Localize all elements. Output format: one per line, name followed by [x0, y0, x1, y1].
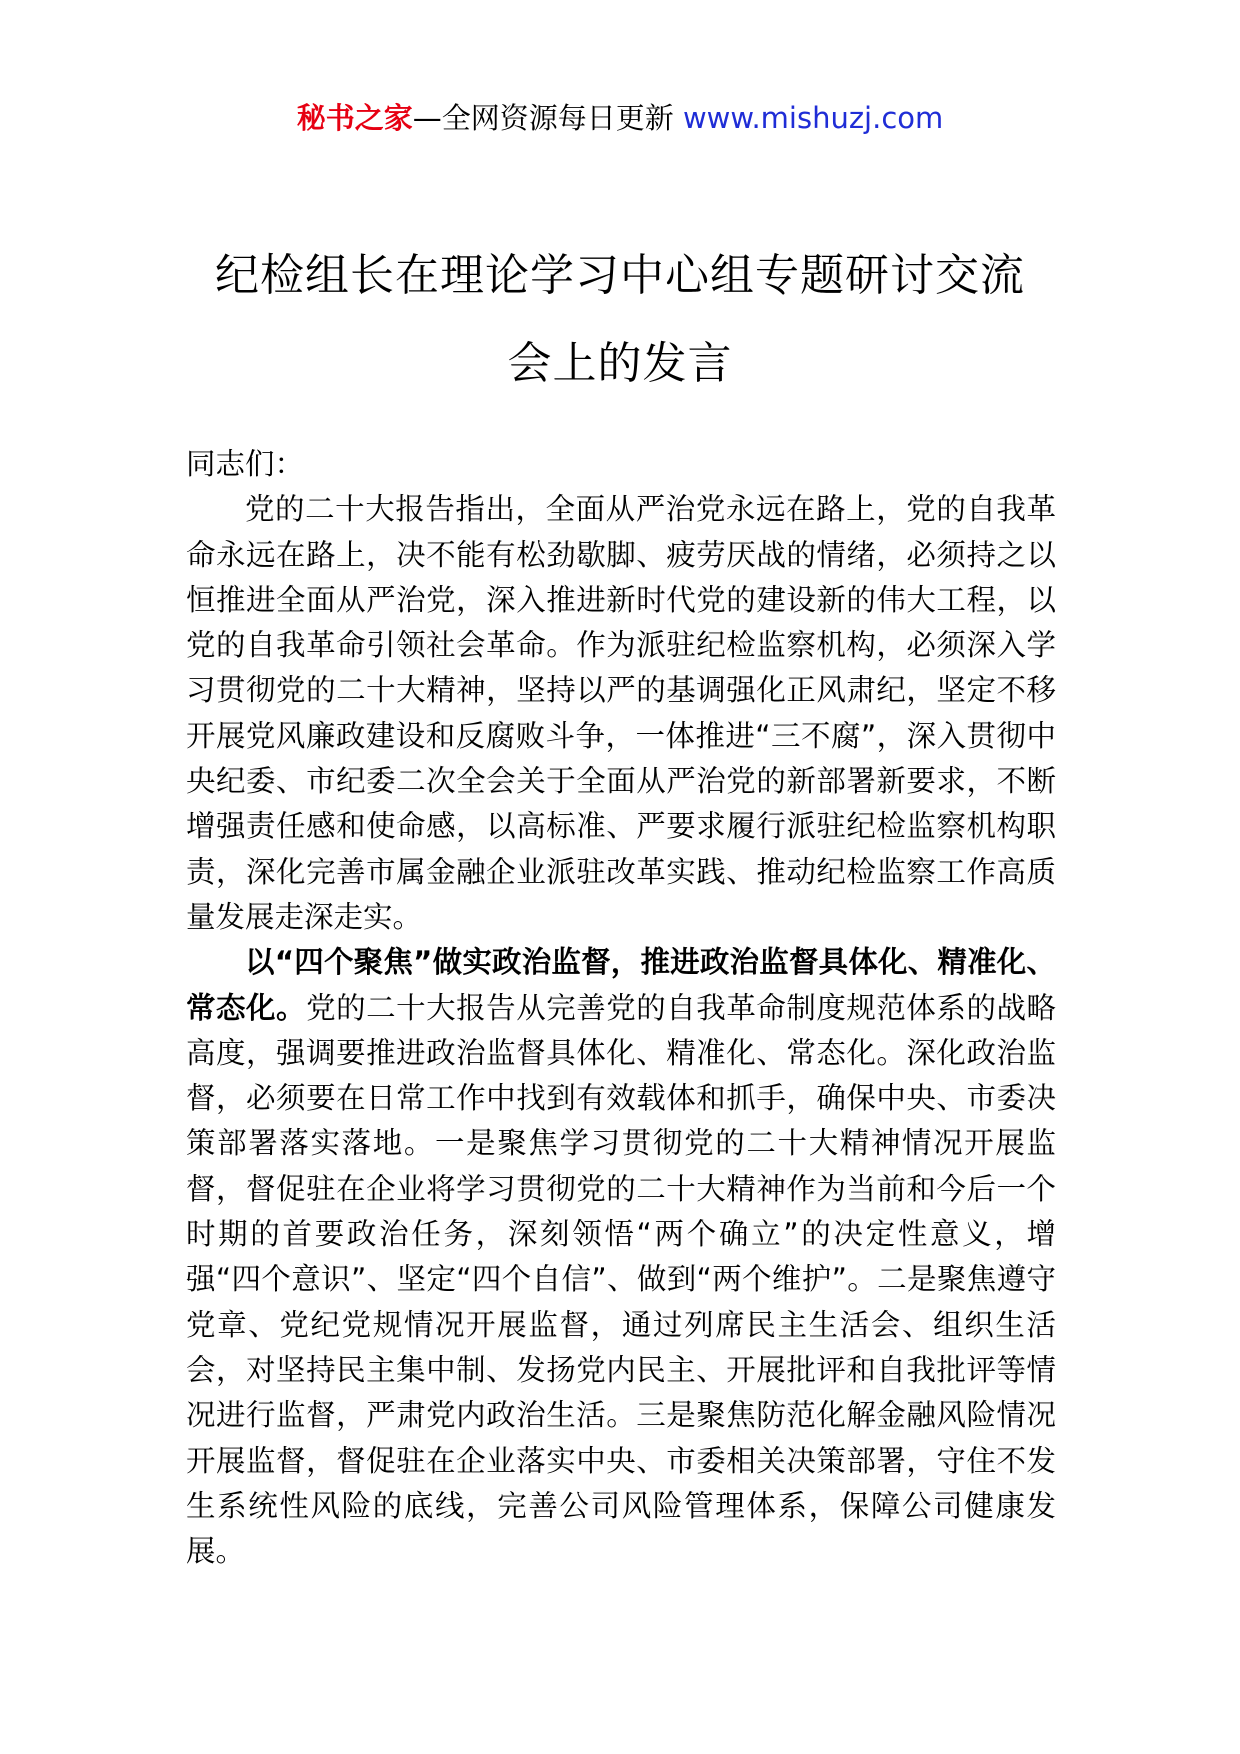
- document-title: [150, 232, 1090, 408]
- paragraph-2: [186, 940, 1056, 1574]
- paragraph-2-body: 党的二十大报告从完善党的自我革命制度规范体系的战略高度，强调要推进政治监督具体化、精准化、常态化。深化政治监督，必须要在日常工作中找到有效载体和抓手，确保中央、市委决策部署落实落地。一是聚焦学习贯彻党的二十大精神情况开展监督，督促驻在企业将学习贯彻党的二十大精神作为当前和今后一个时期的首要政治任务，深刻领悟“两个确立”的决定性意义，增强“四个意识”、坚定“四个自信”、做到“两个维护”。二是聚焦遵守党章、党纪党规情况开展监督，通过列席民主生活会、组织生活会，对坚持民主集中制、发扬党内民主、开展批评和自我批评等情况进行监督，严肃党内政治生活。三是聚焦防范化解金融风险情况开展监督，督促驻在企业落实中央、市委相关决策部署，守住不发生系统性风险的底线，完善公司风险管理体系，保障公司健康发展。: [186, 990, 1056, 1569]
- document-body: [186, 442, 1056, 1574]
- title-line-1: 纪检组长在理论学习中心组专题研讨交流: [215, 250, 1025, 301]
- brand-name: 秘书之家: [296, 101, 413, 135]
- site-header: [0, 98, 1240, 138]
- header-slogan: —全网资源每日更新: [412, 101, 674, 135]
- paragraph-2-lead: 以“四个聚焦”做实政治监督，推进政治监督具体化、精准化、常态化。: [186, 945, 1056, 1025]
- paragraph-1: 党的二十大报告指出，全面从严治党永远在路上，党的自我革命永远在路上，决不能有松劲歇脚、疲劳厌战的情绪，必须持之以恒推进全面从严治党，深入推进新时代党的建设新的伟大工程，以党的自我革命引领社会革命。作为派驻纪检监察机构，必须深入学习贯彻党的二十大精神，坚持以严的基调强化正风肃纪，坚定不移开展党风廉政建设和反腐败斗争，一体推进“三不腐”，深入贯彻中央纪委、市纪委二次全会关于全面从严治党的新部署新要求，不断增强责任感和使命感，以高标准、严要求履行派驻纪检监察机构职责，深化完善市属金融企业派驻改革实践、推动纪检监察工作高质量发展走深走实。: [186, 492, 1056, 934]
- salutation: 同志们：: [186, 447, 305, 481]
- site-url-link[interactable]: www.mishuzj.com: [682, 101, 944, 135]
- title-line-2: 会上的发言: [507, 338, 733, 389]
